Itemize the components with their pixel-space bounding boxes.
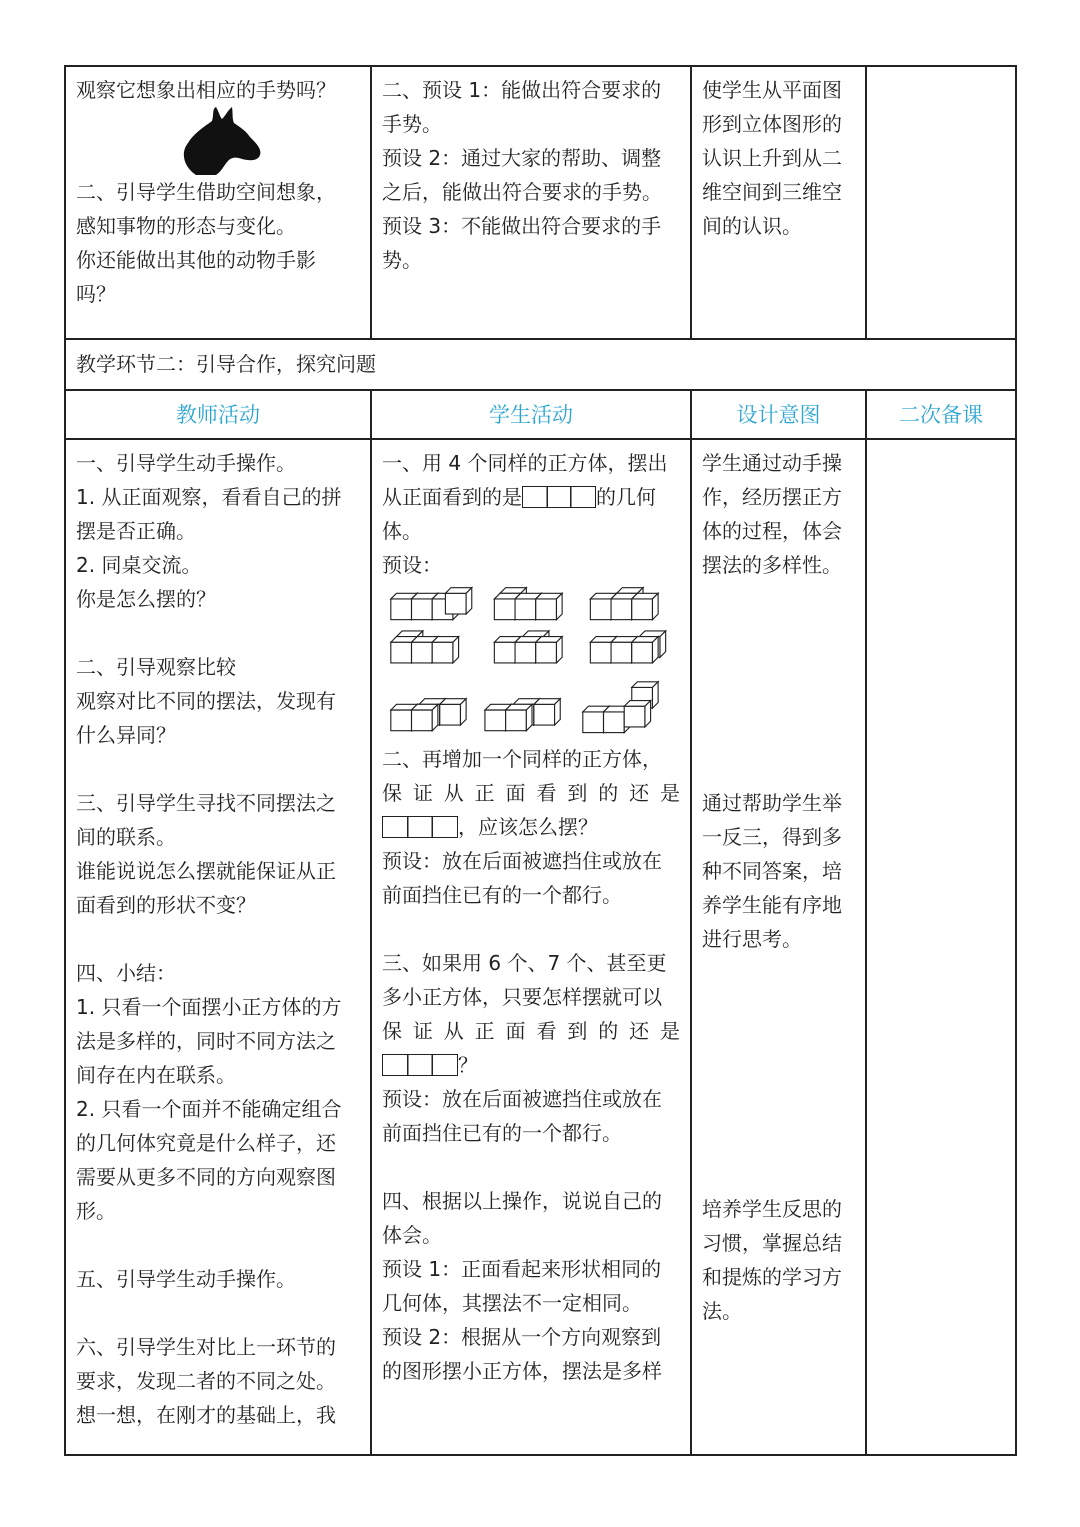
teacher-text: 四、小结： [76,961,176,985]
teacher-text: 1. 从正面观察，看看自己的拼 [76,485,342,509]
row1-student-cell [372,73,690,277]
student-text: 预设 2：根据从一个方向观察到 [382,1325,662,1349]
student-text: 几何体，其摆法不一定相同。 [382,1291,642,1315]
student-text [382,1048,680,1082]
teacher-text: 摆是否正确。 [76,519,196,543]
intent-text: 养学生能有序地 [702,893,842,917]
student-text-part: 的几何 [596,485,656,509]
teacher-text: 六、引导学生对比上一环节的 [76,1335,336,1359]
student-text-part: 从正面看到的是 [382,485,522,509]
cube-arrangements-figure [382,582,682,742]
row-divider [64,338,1017,340]
column-divider [865,65,867,339]
teacher-text: 面看到的形状不变？ [76,893,256,917]
three-square-front-view [382,1054,458,1076]
student-text [382,810,680,844]
design-intent-cell-a [692,446,865,582]
teacher-text: 什么异同？ [76,723,176,747]
teacher-text: 你还能做出其他的动物手影 [76,248,316,272]
teacher-text: 形。 [76,1199,116,1223]
student-text: 体会。 [382,1223,442,1247]
header-student-activity: 学生活动 [489,403,573,427]
design-intent-cell-c [692,1192,865,1328]
intent-text: 使学生从平面图 [702,78,842,102]
teacher-text: 要求，发现二者的不同之处。 [76,1369,336,1393]
teacher-text: 的几何体究竟是什么样子，还 [76,1131,336,1155]
student-text: 多小正方体，只要怎样摆就可以 [382,985,662,1009]
teacher-text: 需要从更多不同的方向观察图 [76,1165,336,1189]
student-text: 二、预设 1：能做出符合要求的 [382,78,662,102]
student-text: 的图形摆小正方体，摆法是多样 [382,1359,662,1383]
teacher-text: 观察对比不同的摆法，发现有 [76,689,336,713]
student-activity-cell [372,446,690,1388]
teacher-text: 五、引导学生动手操作。 [76,1267,296,1291]
teacher-text: 三、引导学生寻找不同摆法之 [76,791,336,815]
student-text: 势。 [382,248,422,272]
student-text: 预设 1：正面看起来形状相同的 [382,1257,662,1281]
teacher-text: 感知事物的形态与变化。 [76,214,296,238]
horse-shadow-icon [176,107,266,177]
lesson-plan-table [64,65,1017,1456]
intent-text: 进行思考。 [702,927,802,951]
student-text-part: ？ [458,1053,478,1077]
intent-text: 和提炼的学习方 [702,1265,842,1289]
teacher-text: 1. 只看一个面摆小正方体的方 [76,995,342,1019]
header-teacher-activity: 教师活动 [176,403,260,427]
teacher-text: 观察它想象出相应的手势吗？ [76,78,336,102]
teacher-text: 你是怎么摆的？ [76,587,216,611]
teacher-activity-cell [66,446,370,1432]
student-text: 前面挡住已有的一个都行。 [382,883,622,907]
student-text: 三、如果用 6 个、7 个、甚至更 [382,951,667,975]
intent-text: 一反三，得到多 [702,825,842,849]
intent-text: 间的认识。 [702,214,802,238]
student-text: 预设 2：通过大家的帮助、调整 [382,146,662,170]
table-right-border [1015,65,1017,1456]
row-divider [64,438,1017,440]
header-second-prep: 二次备课 [899,403,983,427]
student-text: 一、用 4 个同样的正方体，摆出 [382,451,668,475]
student-text: 预设 3：不能做出符合要求的手 [382,214,662,238]
student-text: 预设：放在后面被遮挡住或放在 [382,849,662,873]
intent-text: 作，经历摆正方 [702,485,842,509]
row1-intent-cell [692,73,865,243]
three-square-front-view [382,816,458,838]
intent-text: 法。 [702,1299,742,1323]
student-text: 前面挡住已有的一个都行。 [382,1121,622,1145]
intent-text: 认识上升到从二 [702,146,842,170]
teacher-text: 法是多样的，同时不同方法之 [76,1029,336,1053]
three-square-front-view [522,486,596,508]
row1-teacher-cell [66,73,370,311]
teacher-text: 一、引导学生动手操作。 [76,451,296,475]
student-text-part: ，应该怎么摆？ [458,815,598,839]
student-text: 预设：放在后面被遮挡住或放在 [382,1087,662,1111]
teacher-text: 二、引导观察比较 [76,655,236,679]
intent-text: 培养学生反思的 [702,1197,842,1221]
student-text: 保 证 从 正 面 看 到 的 还 是 [382,781,680,805]
intent-text: 学生通过动手操 [702,451,842,475]
intent-text: 习惯，掌握总结 [702,1231,842,1255]
student-text: 预设： [382,553,442,577]
teacher-text: 2. 同桌交流。 [76,553,202,577]
intent-text: 通过帮助学生举 [702,791,842,815]
teacher-text: 想一想，在刚才的基础上，我 [76,1403,336,1427]
animal-silhouette [76,107,360,175]
teacher-text: 2. 只看一个面并不能确定组合 [76,1097,342,1121]
header-design-intent: 设计意图 [736,403,821,427]
design-intent-cell-b [692,786,865,956]
intent-text: 种不同答案，培 [702,859,842,883]
student-text: 体。 [382,519,422,543]
teacher-text: 二、引导学生借助空间想象， [76,180,336,204]
intent-text: 体的过程，体会 [702,519,842,543]
section-title: 教学环节二：引导合作，探究问题 [76,352,376,376]
student-text: 手势。 [382,112,442,136]
intent-text: 摆法的多样性。 [702,553,842,577]
teacher-text: 间的联系。 [76,825,176,849]
student-text: 四、根据以上操作，说说自己的 [382,1189,662,1213]
table-top-border [64,65,1017,67]
student-text: 之后，能做出符合要求的手势。 [382,180,662,204]
teacher-text: 间存在内在联系。 [76,1063,236,1087]
teacher-text: 吗？ [76,282,116,306]
table-bottom-border [64,1454,1017,1456]
student-text: 二、再增加一个同样的正方体， [382,747,662,771]
student-text [382,480,680,514]
student-text: 保 证 从 正 面 看 到 的 还 是 [382,1019,680,1043]
intent-text: 形到立体图形的 [702,112,842,136]
teacher-text: 谁能说说怎么摆就能保证从正 [76,859,336,883]
intent-text: 维空间到三维空 [702,180,842,204]
column-divider [865,389,867,1455]
